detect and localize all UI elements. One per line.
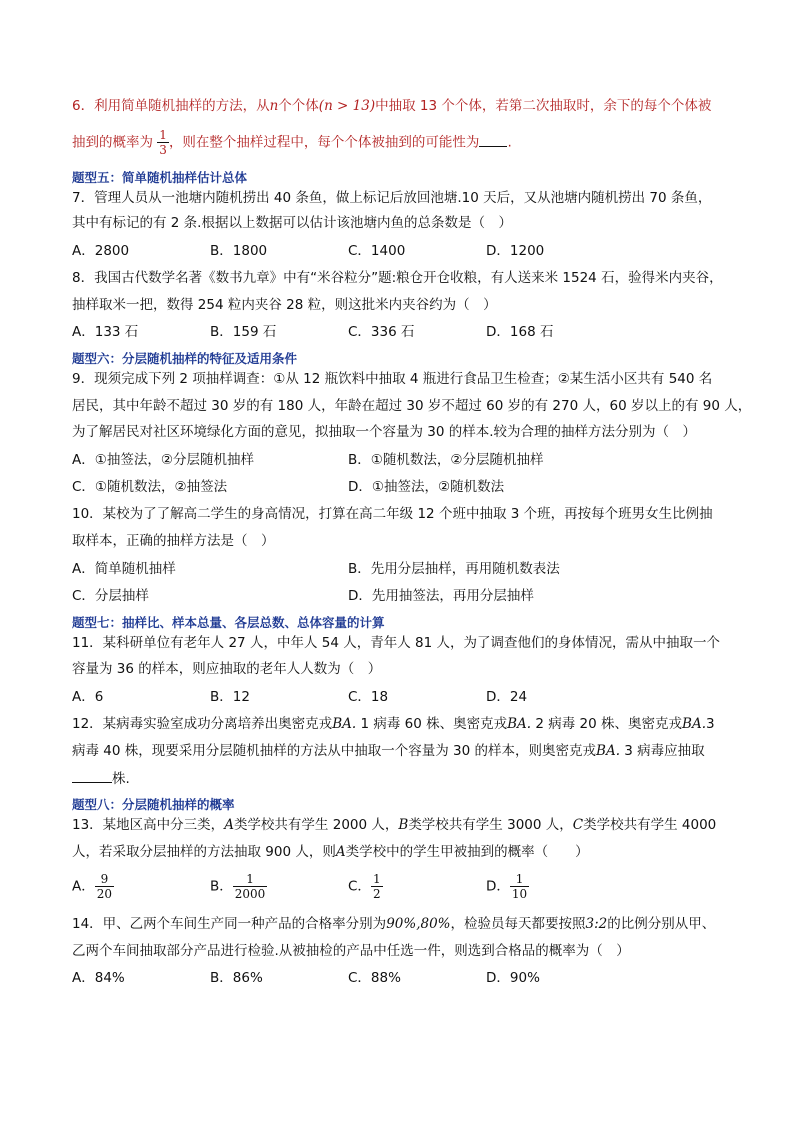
q13-text: 13．某地区高中分三类， (72, 817, 225, 833)
q12-text: 株. (112, 771, 130, 787)
q13-text: 类学校共有学生 2000 人， (233, 817, 399, 833)
q9-option-b[interactable]: B．①随机数法，②分层随机抽样 (348, 452, 544, 468)
q13-fraction-c (371, 872, 383, 901)
q14-text: ，检验员每天都要按照 (450, 916, 586, 932)
q13-line-1 (72, 815, 716, 835)
section-heading-7: 题型七：抽样比、样本总量、各层总数、总体容量的计算 (72, 615, 385, 630)
q6-line-1 (72, 96, 711, 116)
q9-option-d[interactable]: D．①抽签法，②随机数法 (348, 479, 505, 495)
fraction-denominator: 20 (96, 887, 113, 901)
q7-option-a[interactable]: A．2800 (72, 243, 130, 259)
q6-text: 个个体 (278, 98, 319, 114)
q14-ratio: 3:2 (585, 916, 608, 932)
q13-text: 人，若采取分层抽样的方法抽取 900 人，则 (72, 844, 336, 860)
option-label: A． (72, 878, 95, 895)
q14-option-a[interactable]: A．84% (72, 970, 125, 986)
fraction-denominator: 10 (511, 887, 528, 901)
q12-text: 3 病毒应抽取 (624, 743, 705, 759)
q12-variant-name: BA. (507, 716, 532, 732)
q6-text: 6．利用简单随机抽样的方法，从 (72, 98, 270, 114)
q14-pass-rates: 90%,80% (386, 916, 451, 932)
q9-line-1: 9．现须完成下列 2 项抽样调查：①从 12 瓶饮料中抽取 4 瓶进行食品卫生检查；②某生活小区共有 540 名 (72, 371, 713, 387)
q8-option-c[interactable]: C．336 石 (348, 324, 415, 340)
q10-line-1: 10．某校为了了解高二学生的身高情况，打算在高二年级 12 个班中抽取 3 个班，再按每个班男女生比例抽 (72, 506, 713, 522)
q6-fraction (157, 128, 169, 157)
option-label: D． (486, 878, 510, 895)
q6-text: 抽到的概率为 (72, 134, 153, 151)
q14-line-1 (72, 914, 715, 934)
q14-option-d[interactable]: D．90% (486, 970, 540, 986)
q13-school-b: B (398, 817, 409, 833)
q7-line-1: 7．管理人员从一池塘内随机捞出 40 条鱼，做上标记后放回池塘.10 天后，又从池塘内随机捞出 70 条鱼， (72, 190, 712, 206)
q13-fraction-a (95, 872, 114, 901)
q12-answer-blank[interactable] (72, 768, 112, 783)
q11-option-c[interactable]: C．18 (348, 689, 389, 705)
q12-text: 2 病毒 20 株、奥密克戎 (535, 716, 683, 732)
q6-text: 中抽取 13 个个体，若第二次抽取时，余下的每个个体被 (375, 98, 712, 114)
q7-option-b[interactable]: B．1800 (210, 243, 268, 259)
q9-line-2: 居民，其中年龄不超过 30 岁的有 180 人，年龄在超过 30 岁不超过 60 岁的有 270 人，60 岁以上的有 90 人， (72, 398, 752, 414)
q8-option-a[interactable]: A．133 石 (72, 324, 139, 340)
q6-condition: (n > 13) (318, 98, 376, 114)
section-heading-5: 题型五：简单随机抽样估计总体 (72, 170, 248, 185)
q14-text: 14．甲、乙两个车间生产同一种产品的合格率分别为 (72, 916, 387, 932)
q12-line-3 (72, 768, 130, 789)
fraction-numerator: 1 (510, 872, 529, 887)
q14-text: 的比例分别从甲、 (607, 916, 716, 932)
q13-fraction-b (233, 872, 268, 901)
q12-text: 病毒 40 株，现要采用分层随机抽样的方法从中抽取一个容量为 30 的样本，则奥密克戎 (72, 743, 597, 759)
q13-text: 类学校共有学生 4000 (583, 817, 717, 833)
fraction-denominator: 3 (159, 143, 167, 157)
q7-line-2: 其中有标记的有 2 条.根据以上数据可以估计该池塘内鱼的总条数是（ ） (72, 215, 512, 231)
q13-text: 类学校中的学生甲被抽到的概率（ ） (345, 844, 589, 860)
q12-line-1 (72, 714, 715, 734)
q6-n-variable: n (269, 98, 279, 114)
q7-option-c[interactable]: C．1400 (348, 243, 406, 259)
q13-school-c: C (572, 817, 584, 833)
option-label: C． (348, 878, 371, 895)
q13-option-a[interactable] (72, 872, 114, 901)
q9-option-a[interactable]: A．①抽签法，②分层随机抽样 (72, 452, 254, 468)
q13-option-d[interactable] (486, 872, 529, 901)
q10-line-2: 取样本，正确的抽样方法是（ ） (72, 533, 275, 549)
q13-option-b[interactable] (210, 872, 267, 901)
q11-option-a[interactable]: A．6 (72, 689, 104, 705)
fraction-numerator: 1 (372, 872, 381, 886)
q6-answer-blank[interactable] (479, 132, 507, 147)
fraction-denominator: 2000 (234, 887, 266, 901)
q8-line-2: 抽样取米一把，数得 254 粒内夹谷 28 粒，则这批米内夹谷约为（ ） (72, 297, 497, 313)
q12-text: 12．某病毒实验室成功分离培养出奥密克戎 (72, 716, 333, 732)
q9-line-3: 为了解居民对社区环境绿化方面的意见，拟抽取一个容量为 30 的样本.较为合理的抽样方法分别为（ ） (72, 424, 697, 440)
q11-line-2: 容量为 36 的样本，则应抽取的老年人人数为（ ） (72, 661, 382, 677)
q12-variant-name: BA. (596, 743, 620, 759)
q10-option-b[interactable]: B．先用分层抽样，再用随机数表法 (348, 561, 560, 577)
q7-option-d[interactable]: D．1200 (486, 243, 545, 259)
q8-line-1: 8．我国古代数学名著《数书九章》中有“米谷粒分”题:粮仓开仓收粮，有人送来米 1524 石，验得米内夹谷， (72, 270, 723, 286)
q12-variant-name: BA. (682, 716, 706, 732)
q12-variant-name: BA. (332, 716, 357, 732)
q8-option-b[interactable]: B．159 石 (210, 324, 277, 340)
q13-school-a: A (224, 817, 234, 833)
q10-option-c[interactable]: C．分层抽样 (72, 588, 149, 604)
section-heading-8: 题型八：分层随机抽样的概率 (72, 797, 235, 812)
q8-option-d[interactable]: D．168 石 (486, 324, 554, 340)
q13-line-2 (72, 842, 589, 862)
q13-option-c[interactable] (348, 872, 383, 901)
section-heading-6: 题型六：分层随机抽样的特征及适用条件 (72, 351, 298, 366)
q10-option-d[interactable]: D．先用抽签法，再用分层抽样 (348, 588, 534, 604)
q11-line-1: 11．某科研单位有老年人 27 人，中年人 54 人，青年人 81 人，为了调查他们的身体情况，需从中抽取一个 (72, 635, 720, 651)
q9-option-c[interactable]: C．①随机数法，②抽签法 (72, 479, 228, 495)
q14-line-2: 乙两个车间抽取部分产品进行检验.从被抽检的产品中任选一件，则选到合格品的概率为（ ） (72, 943, 630, 959)
q12-text: 1 病毒 60 株、奥密克戎 (360, 716, 508, 732)
option-label: B． (210, 878, 233, 895)
q6-line-2 (72, 128, 512, 157)
q10-option-a[interactable]: A．简单随机抽样 (72, 561, 176, 577)
q13-text: 类学校共有学生 3000 人， (408, 817, 573, 833)
q12-line-2 (72, 741, 705, 761)
q6-text: . (507, 134, 512, 151)
q13-fraction-d (510, 872, 529, 901)
q13-school-a: A (335, 844, 346, 860)
fraction-denominator: 2 (372, 887, 381, 901)
fraction-numerator: 1 (233, 872, 268, 887)
q12-text: 3 (706, 716, 715, 732)
fraction-numerator: 1 (159, 128, 167, 142)
fraction-numerator: 9 (95, 872, 114, 887)
q6-text: ，则在整个抽样过程中，每个个体被抽到的可能性为 (168, 134, 480, 151)
q14-option-c[interactable]: C．88% (348, 970, 401, 986)
q11-option-d[interactable]: D．24 (486, 689, 528, 705)
q11-option-b[interactable]: B．12 (210, 689, 250, 705)
q14-option-b[interactable]: B．86% (210, 970, 263, 986)
